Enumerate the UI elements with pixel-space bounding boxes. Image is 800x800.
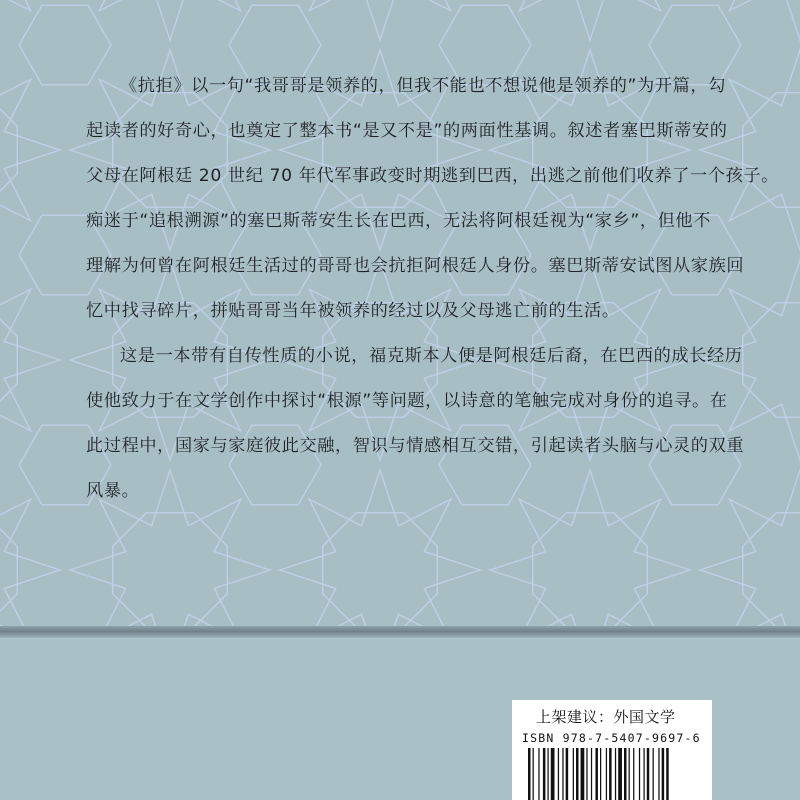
barcode-bar bbox=[543, 748, 546, 800]
pattern-star bbox=[0, 260, 60, 460]
synopsis-line: 痴迷于“追根溯源”的塞巴斯蒂安生长在巴西，无法将阿根廷视为“家乡”，但他不 bbox=[86, 211, 712, 231]
barcode-bar bbox=[600, 748, 601, 800]
barcode-bar bbox=[615, 748, 616, 800]
barcode-bar bbox=[576, 748, 579, 800]
synopsis-line: 理解为何曾在阿根廷生活过的哥哥也会抗拒阿根廷人身份。塞巴斯蒂安试图从家族回 bbox=[86, 256, 745, 276]
synopsis-line: 《抗拒》以一句“我哥哥是领养的，但我不能也不想说他是领养的”为开篇，勾 bbox=[120, 76, 726, 96]
barcode-bar bbox=[591, 748, 592, 800]
barcode-bar bbox=[662, 748, 665, 800]
synopsis-line: 起读者的好奇心，也奠定了整本书“是又不是”的两面性基调。叙述者塞巴斯蒂安的 bbox=[86, 121, 728, 141]
isbn-number: ISBN 978-7-5407-9697-6 bbox=[522, 731, 701, 745]
barcode-bar bbox=[658, 748, 659, 800]
pattern-star bbox=[280, 0, 480, 40]
barcode-bar bbox=[528, 748, 531, 800]
barcode-bar bbox=[562, 748, 563, 800]
barcode-bar bbox=[533, 748, 534, 800]
synopsis-line: 风暴。 bbox=[86, 481, 140, 501]
pattern-star bbox=[70, 0, 270, 40]
pattern-star bbox=[490, 0, 690, 40]
isbn-sticker bbox=[512, 700, 712, 800]
barcode-bar bbox=[618, 748, 622, 800]
synopsis-paragraph-1 bbox=[86, 64, 779, 334]
pattern-octagon bbox=[533, 513, 648, 628]
pattern-octagon bbox=[113, 513, 228, 628]
synopsis-text bbox=[86, 64, 779, 514]
cover-divider-band bbox=[0, 626, 800, 638]
synopsis-line: 使他致力于在文学创作中探讨“根源”等问题，以诗意的笔触完成对身份的追寻。在 bbox=[86, 391, 728, 411]
barcode-bar bbox=[595, 748, 598, 800]
barcode-bar bbox=[538, 748, 539, 800]
pattern-star bbox=[0, 470, 60, 632]
barcode-bar bbox=[566, 748, 569, 800]
synopsis-line: 父母在阿根廷 20 世纪 70 年代军事政变时期逃到巴西，出逃之前他们收养了一个孩子。 bbox=[86, 166, 779, 186]
pattern-octagon bbox=[743, 93, 800, 208]
pattern-star bbox=[0, 0, 60, 40]
barcode-bar bbox=[666, 748, 669, 800]
pattern-octagon bbox=[743, 303, 800, 418]
pattern-octagon bbox=[323, 513, 438, 628]
barcode-bar bbox=[624, 748, 627, 800]
barcode-bar bbox=[551, 748, 555, 800]
barcode-bar bbox=[558, 748, 559, 800]
barcode-bar bbox=[643, 748, 644, 800]
barcode-bar bbox=[647, 748, 650, 800]
barcode-bar bbox=[606, 748, 607, 800]
pattern-star bbox=[0, 50, 60, 250]
synopsis-line: 这是一本带有自传性质的小说，福克斯本人便是阿根廷后裔，在巴西的成长经历 bbox=[120, 346, 743, 366]
synopsis-line: 忆中找寻碎片，拼贴哥哥当年被领养的经过以及父母逃亡前的生活。 bbox=[86, 301, 620, 321]
barcode-image bbox=[528, 748, 698, 800]
pattern-octagon bbox=[743, 513, 800, 628]
barcode-bar bbox=[547, 748, 548, 800]
barcode-bar bbox=[653, 748, 654, 800]
shelf-suggestion-label: 上架建议：外国文学 bbox=[536, 708, 676, 726]
barcode-bar bbox=[581, 748, 585, 800]
barcode-bar bbox=[609, 748, 612, 800]
barcode-bar bbox=[586, 748, 587, 800]
synopsis-line: 此过程中，国家与家庭彼此交融，智识与情感相互交错，引起读者头脑与心灵的双重 bbox=[86, 436, 745, 456]
barcode-bar bbox=[633, 748, 634, 800]
barcode-bar bbox=[639, 748, 640, 800]
pattern-star bbox=[700, 0, 800, 40]
synopsis-paragraph-2 bbox=[86, 334, 745, 514]
barcode-bar bbox=[573, 748, 574, 800]
barcode-bar bbox=[629, 748, 630, 800]
